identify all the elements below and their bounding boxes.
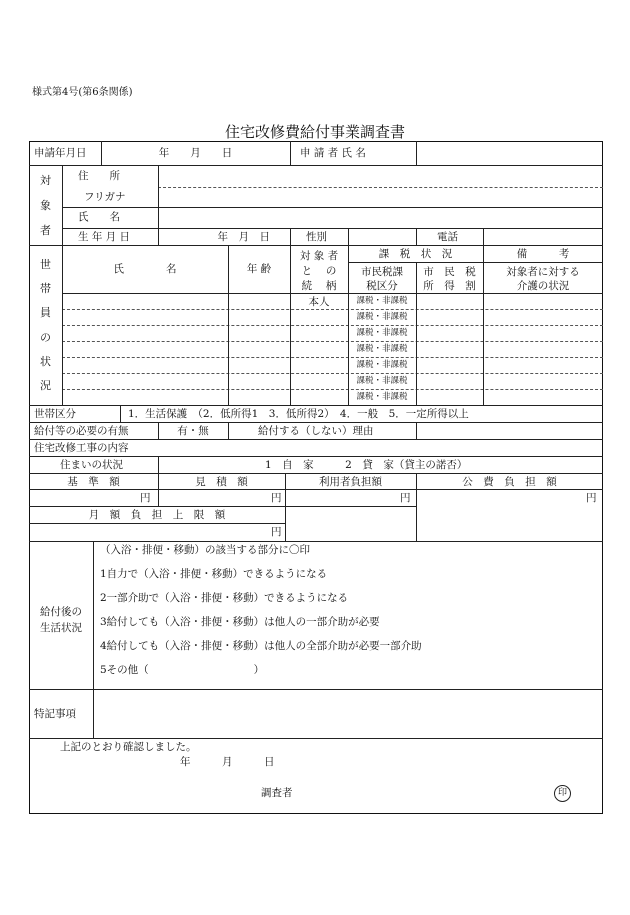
standard-amount-header: 基 準 額 bbox=[67, 476, 120, 488]
after-status-option[interactable]: 2一部介助で（入浴・排便・移動）できるようになる bbox=[100, 592, 349, 604]
necessity-label: 給付等の必要の有無 bbox=[34, 425, 129, 437]
applicant-name-field[interactable] bbox=[417, 142, 602, 164]
application-date-field[interactable]: 年 月 日 bbox=[158, 147, 233, 159]
yen-unit: 円 bbox=[271, 492, 282, 504]
after-status-option[interactable]: 4給付しても（入浴・排便・移動）は他人の全部介助が必要一部介助 bbox=[100, 640, 422, 652]
furigana-label: フリガナ bbox=[84, 191, 126, 203]
gender-field[interactable] bbox=[349, 229, 415, 244]
applicant-name-label: 申 請 者 氏 名 bbox=[300, 147, 366, 159]
monthly-limit-label: 月 額 負 担 上 限 額 bbox=[88, 509, 226, 521]
tax-option[interactable]: 課税・非課税 bbox=[356, 296, 408, 306]
necessity-reason-field[interactable] bbox=[417, 423, 602, 438]
estimate-amount-header: 見 積 額 bbox=[195, 476, 248, 488]
address-field[interactable] bbox=[159, 166, 602, 186]
yen-unit: 円 bbox=[586, 492, 597, 504]
page-title: 住宅改修費給付事業調査書 bbox=[224, 123, 405, 141]
tax-option[interactable]: 課税・非課税 bbox=[356, 392, 408, 402]
notes-field[interactable] bbox=[94, 690, 602, 737]
after-status-label: 給付後の 生活状況 bbox=[40, 606, 82, 634]
form-number: 様式第4号(第6条関係) bbox=[32, 87, 133, 98]
public-burden-header: 公 費 負 担 額 bbox=[462, 476, 557, 488]
residence-options[interactable]: 1 自 家 2 貸 家（貸主の諾否） bbox=[265, 459, 468, 471]
yen-unit: 円 bbox=[271, 526, 282, 538]
after-status-option[interactable]: 1自力で（入浴・排便・移動）できるようになる bbox=[100, 568, 328, 580]
phone-label: 電話 bbox=[437, 231, 458, 243]
subject-vertical-label: 対 象 者 bbox=[40, 173, 51, 238]
after-status-instruction: （入浴・排便・移動）の該当する部分に〇印 bbox=[100, 544, 310, 556]
work-content-label: 住宅改修工事の内容 bbox=[34, 442, 129, 454]
col-age-header: 年 齢 bbox=[246, 263, 272, 275]
col-income-rank-header: 市 民 税 所 得 割 bbox=[423, 266, 476, 292]
furigana-field[interactable] bbox=[159, 188, 602, 206]
tax-option[interactable]: 課税・非課税 bbox=[356, 328, 408, 338]
inspector-label: 調査者 bbox=[261, 787, 293, 799]
col-care-status-header: 対象者に対する 介護の状況 bbox=[506, 266, 580, 292]
necessity-value[interactable]: 有・無 bbox=[177, 425, 209, 437]
user-burden-header: 利用者負担額 bbox=[319, 476, 382, 488]
tax-option[interactable]: 課税・非課税 bbox=[356, 344, 408, 354]
application-date-label: 申請年月日 bbox=[34, 147, 87, 159]
tax-option[interactable]: 課税・非課税 bbox=[356, 312, 408, 322]
birthdate-field[interactable]: 年 月 日 bbox=[217, 231, 270, 243]
address-label: 住 所 bbox=[78, 170, 120, 182]
confirmation-text: 上記のとおり確認しました。 bbox=[60, 741, 197, 753]
birthdate-label: 生 年 月 日 bbox=[78, 231, 131, 243]
work-content-field[interactable] bbox=[160, 440, 602, 455]
relation-self: 本人 bbox=[308, 296, 330, 308]
col-tax-status-header: 課 税 状 況 bbox=[378, 248, 453, 260]
yen-unit: 円 bbox=[400, 492, 411, 504]
necessity-reason-label: 給付する（しない）理由 bbox=[258, 425, 374, 437]
household-class-options[interactable]: 1．生活保護 （2．低所得1 3．低所得2） 4．一般 5．一定所得以上 bbox=[128, 408, 469, 420]
col-relation-header: 対 象 者 と の 続 柄 bbox=[299, 250, 339, 292]
household-class-label: 世帯区分 bbox=[34, 408, 76, 420]
notes-label: 特記事項 bbox=[34, 708, 76, 720]
name-field[interactable] bbox=[159, 208, 602, 227]
phone-field[interactable] bbox=[484, 229, 602, 244]
seal-icon: 印 bbox=[554, 785, 571, 802]
after-status-option[interactable]: 5その他（ ） bbox=[100, 664, 265, 676]
col-municipal-tax-header: 市民税課 税区分 bbox=[361, 266, 403, 292]
name-label: 氏 名 bbox=[78, 211, 120, 223]
col-remarks-header: 備 考 bbox=[516, 248, 570, 260]
household-vertical-label: 世 帯 員 の 状 況 bbox=[40, 258, 51, 392]
yen-unit: 円 bbox=[140, 492, 151, 504]
gender-label: 性別 bbox=[306, 231, 327, 243]
tax-option[interactable]: 課税・非課税 bbox=[356, 360, 408, 370]
col-name-header: 氏 名 bbox=[113, 263, 177, 275]
confirmation-date[interactable]: 年 月 日 bbox=[180, 756, 275, 768]
tax-option[interactable]: 課税・非課税 bbox=[356, 376, 408, 386]
residence-label: 住まいの状況 bbox=[60, 459, 123, 471]
after-status-option[interactable]: 3給付しても（入浴・排便・移動）は他人の一部介助が必要 bbox=[100, 616, 380, 628]
